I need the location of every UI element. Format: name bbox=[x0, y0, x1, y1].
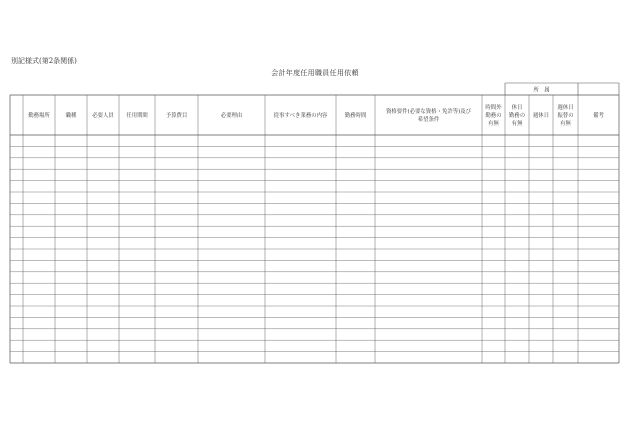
column-header-substitute_off: 有無 bbox=[560, 121, 571, 127]
column-header-weekly_off: 週休日 bbox=[532, 113, 550, 119]
column-header-overtime: 勤務の bbox=[485, 113, 502, 119]
column-header-holiday_work: 勤務の bbox=[508, 113, 526, 119]
column-header-required_staff: 必要人員 bbox=[92, 113, 114, 119]
form-title: 会計年度任用職員任用依頼 bbox=[271, 69, 359, 77]
column-header-substitute_off: 振替の bbox=[557, 113, 574, 119]
column-header-budget_item: 予算費目 bbox=[165, 113, 188, 119]
column-header-substitute_off: 週休日 bbox=[557, 105, 574, 111]
column-header-qualifications: 資格要件(必要な資格・免許等)及び bbox=[385, 109, 472, 115]
column-header-workplace: 勤務場所 bbox=[28, 113, 50, 119]
column-header-qualifications: 希望条件 bbox=[417, 117, 440, 123]
column-header-holiday_work: 有無 bbox=[511, 121, 523, 127]
group-header-label: 所 属 bbox=[533, 87, 550, 94]
column-header-job_type: 職種 bbox=[65, 113, 77, 119]
column-header-reason: 必要理由 bbox=[220, 113, 243, 119]
column-header-holiday_work: 休日 bbox=[511, 105, 523, 111]
column-header-overtime: 時間外 bbox=[485, 105, 502, 111]
column-header-duties: 従事すべき業務の内容 bbox=[273, 113, 328, 119]
column-header-overtime: 有無 bbox=[488, 121, 499, 127]
column-header-hours: 勤務時間 bbox=[344, 113, 367, 119]
form-note: 別記様式(第2条関係) bbox=[11, 57, 77, 65]
column-header-term: 任用期間 bbox=[126, 113, 148, 119]
column-header-remarks: 備考 bbox=[593, 113, 604, 119]
